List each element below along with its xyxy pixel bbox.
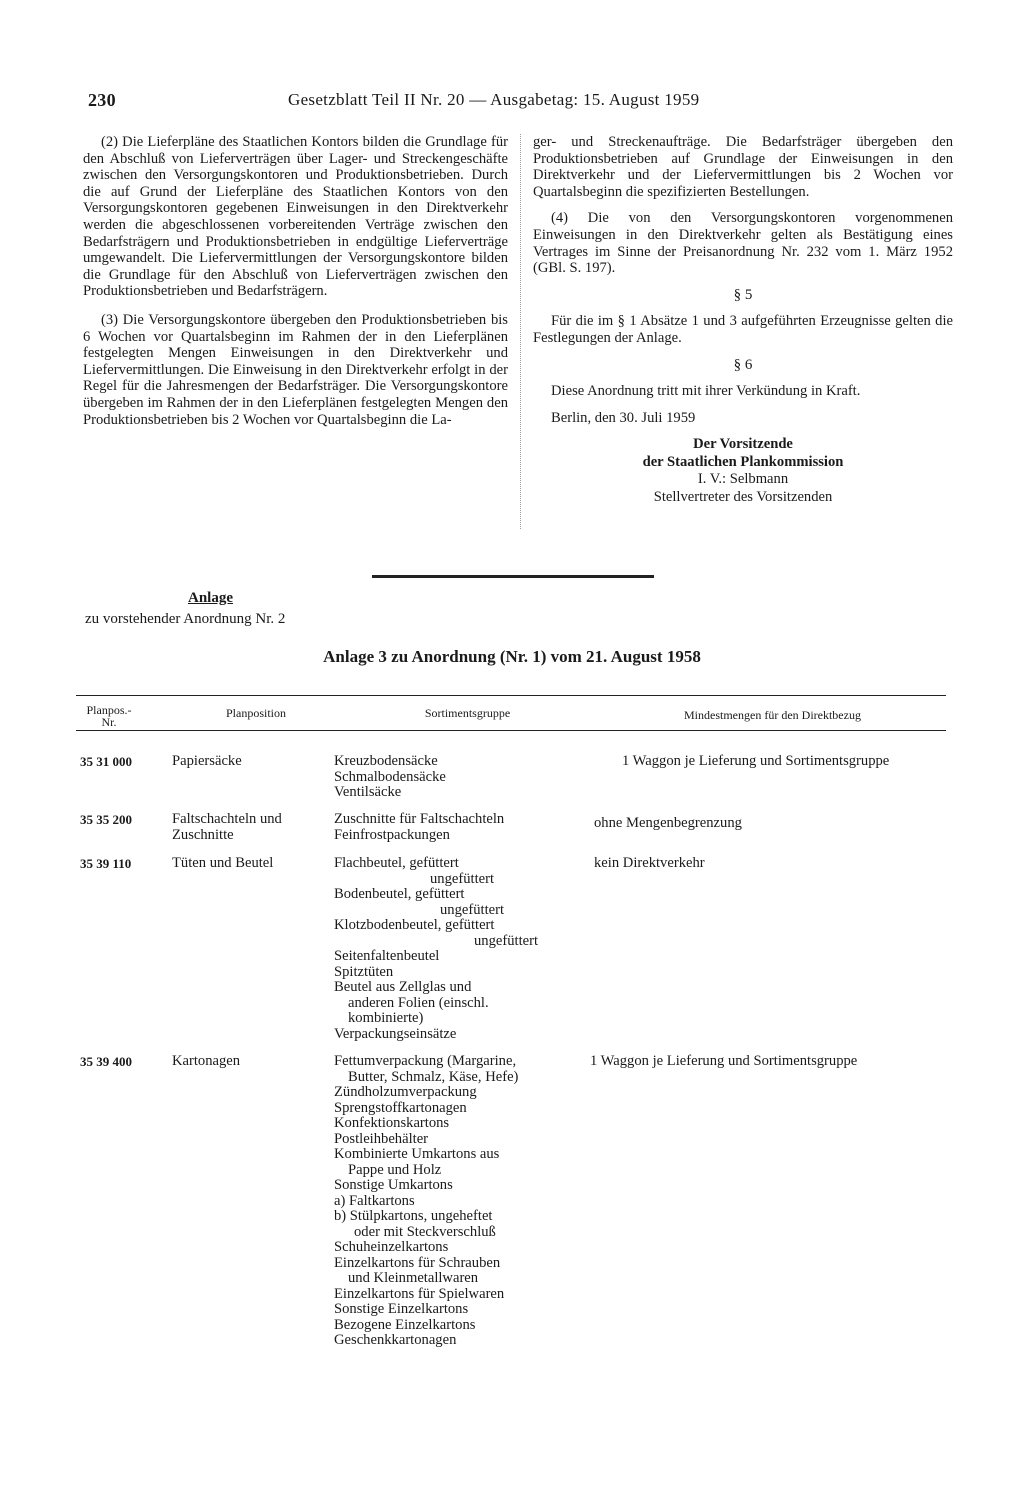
row-position: [172, 856, 322, 872]
page-header: [88, 90, 948, 111]
paragraph-2: (2) Die Lieferpläne des Staatlichen Kontors bilden die Grundlage für den Abschluß von Lieferverträgen über Lager- und Streckengeschäfte zwischen den Versorgungskontoren und Produktionsbetrieben. Durch die auf Grund der Lieferpläne des Staatlichen Kontors von den Versorgungskontoren gegebenen Einweisungen in den Direktverkehr werden die abgeschlossenen vorbereitenden Verträge zwischen den Bedarfsträgern und Produktionsbetrieben in endgültige Lieferverträge umgewandelt. Die Liefervermittlungen der Versorgungskontore bilden die Grundlage für den Abschluß von Lieferverträgen zwischen den Produktionsbetrieben und Bedarfsträgern.: [83, 134, 508, 300]
column-divider: [520, 134, 521, 529]
header-planpos-nr: [76, 704, 142, 728]
sortiment-line: b) Stülpkartons, ungeheftet: [334, 1208, 493, 1224]
header-mindestmengen: Mindestmengen für den Direktbezug: [684, 708, 861, 722]
position-line: Faltschachteln und: [172, 811, 282, 827]
section-rule: [372, 575, 654, 578]
header-sortimentsgruppe: Sortimentsgruppe: [424, 706, 511, 720]
header-planpos-line1: Planpos.-: [86, 703, 132, 717]
sortiment-line: Klotzbodenbeutel, gefüttert: [334, 917, 495, 933]
anlage-subtitle: zu vorstehender Anordnung Nr. 2: [85, 611, 286, 627]
sortiment-line: kombinierte): [348, 1010, 424, 1026]
sortiment-line: Bodenbeutel, gefüttert: [334, 886, 465, 902]
section-5-heading: § 5: [733, 286, 753, 303]
sortiment-line: Postleihbehälter: [334, 1130, 429, 1147]
signature-line-3: I. V.: Selbmann: [697, 471, 789, 488]
row-menge: kein Direktverkehr: [594, 855, 705, 871]
sortiment-line: oder mit Steckverschluß: [354, 1223, 496, 1240]
sortiment-line: Sprengstoffkartonagen: [334, 1099, 467, 1116]
row-nr: 35 39 400: [80, 1054, 132, 1069]
row-menge: ohne Mengenbegrenzung: [594, 815, 742, 831]
page-number: 230: [88, 90, 116, 110]
header-planposition: Planposition: [225, 706, 286, 720]
row-sortiment: [334, 812, 579, 843]
sortiment-line: Kreuzbodensäcke: [334, 753, 438, 769]
position-line: Zuschnitte: [172, 826, 234, 843]
position-line: Papiersäcke: [172, 753, 242, 769]
section-5-text: Für die im § 1 Absätze 1 und 3 aufgeführten Erzeugnisse gelten die Festlegungen der Anlage.: [533, 313, 953, 346]
sortiment-line: Bezogene Einzelkartons: [334, 1316, 476, 1333]
section-6-heading: § 6: [733, 356, 753, 373]
sortiment-line: Einzelkartons für Schrauben: [334, 1254, 501, 1271]
signature-line-4: Stellvertreter des Vorsitzenden: [653, 488, 833, 505]
signature-line-2: der Staatlichen Plankommission: [642, 453, 844, 470]
sortiment-line: ungefüttert: [440, 901, 505, 918]
sortiment-line: Seitenfaltenbeutel: [334, 948, 440, 964]
anlage-title: Anlage: [188, 590, 233, 606]
place-date: Berlin, den 30. Juli 1959: [551, 409, 696, 426]
paragraph-4: (4) Die von den Versorgungskontoren vorgenommenen Einweisungen in den Direktverkehr gelten als Bestätigung eines Vertrages im Sinne der Preisanordnung Nr. 232 vom 1. März 1952 (GBl. S. 197).: [533, 210, 953, 277]
row-position: [172, 1054, 322, 1070]
header-title: Gesetzblatt Teil II Nr. 20 — Ausgabetag: 15. August 1959: [288, 90, 700, 109]
table-header-rule: [76, 730, 946, 731]
sortiment-line: Sonstige Einzelkartons: [334, 1301, 469, 1317]
header-planpos-line2: Nr.: [101, 715, 117, 729]
position-line: Tüten und Beutel: [172, 855, 274, 871]
sortiment-line: Beutel aus Zellglas und: [334, 979, 472, 995]
row-position: [172, 812, 322, 843]
sortiment-line: Einzelkartons für Spielwaren: [334, 1285, 505, 1302]
sortiment-line: a) Faltkartons: [334, 1192, 415, 1209]
row-sortiment: [334, 856, 579, 1042]
sortiment-line: Zündholzumverpackung: [334, 1084, 477, 1100]
sortiment-line: Feinfrostpackungen: [334, 826, 450, 843]
sortiment-line: Ventilsäcke: [334, 784, 402, 800]
table-top-rule: [76, 695, 946, 696]
sortiment-line: ungefüttert: [474, 932, 539, 949]
left-column: [83, 134, 508, 428]
section-6-text: Diese Anordnung tritt mit ihrer Verkündung in Kraft.: [551, 383, 861, 400]
signature-line-1: Der Vorsitzende: [693, 436, 793, 453]
sortiment-line: Fettumverpackung (Margarine,: [334, 1053, 517, 1069]
sortiment-line: Schuheinzelkartons: [334, 1239, 449, 1255]
row-sortiment: [334, 1054, 579, 1349]
row-menge: 1 Waggon je Lieferung und Sortimentsgruppe: [622, 753, 890, 769]
sortiment-line: Butter, Schmalz, Käse, Hefe): [348, 1068, 519, 1085]
sortiment-line: Spitztüten: [334, 963, 394, 980]
row-menge: 1 Waggon je Lieferung und Sortimentsgruppe: [590, 1053, 858, 1069]
sortiment-line: Kombinierte Umkartons aus: [334, 1146, 500, 1162]
sortiment-line: Sonstige Umkartons: [334, 1177, 453, 1193]
sortiment-line: Verpackungseinsätze: [334, 1025, 457, 1042]
sortiment-line: Pappe und Holz: [348, 1161, 442, 1178]
sortiment-line: Geschenkkartonagen: [334, 1332, 457, 1348]
row-nr: 35 31 000: [80, 754, 132, 769]
sortiment-line: Zuschnitte für Faltschachteln: [334, 811, 505, 827]
signature-block: [533, 436, 953, 506]
sortiment-line: Flachbeutel, gefüttert: [334, 855, 459, 871]
row-position: [172, 754, 322, 770]
right-column: [533, 134, 953, 506]
paragraph-3: (3) Die Versorgungskontore übergeben den Produktionsbetrieben bis 6 Wochen vor Quartalsbeginn im Rahmen der in den Lieferplänen festgelegten Mengen Einweisungen in den Direktverkehr und Liefervermittlungen. Die Einweisung in den Direktverkehr erfolgt in der Regel für die Jahresmengen der Bedarfsträger. Die Versorgungskontore übergeben im Rahmen der in den Lieferplänen festgelegten Mengen den Produktionsbetrieben bis 2 Wochen vor Quartalsbeginn die La-: [83, 311, 508, 428]
row-nr: 35 39 110: [80, 856, 132, 871]
sortiment-line: und Kleinmetallwaren: [348, 1270, 479, 1286]
sortiment-line: anderen Folien (einschl.: [348, 994, 489, 1011]
position-line: Kartonagen: [172, 1053, 241, 1069]
sortiment-line: Schmalbodensäcke: [334, 768, 446, 785]
row-nr: 35 35 200: [80, 812, 132, 827]
row-sortiment: [334, 754, 579, 801]
sortiment-line: Konfektionskartons: [334, 1115, 450, 1131]
paragraph-3-continued: ger- und Streckenaufträge. Die Bedarfsträger übergeben den Produktionsbetrieben auf Grundlage der Einweisungen in den Direktverkehr und der Liefervermittlungen bis 2 Wochen vor Quartalsbeginn die spezifizierten Bestellungen.: [533, 134, 953, 200]
sortiment-line: ungefüttert: [430, 870, 495, 887]
table-title: Anlage 3 zu Anordnung (Nr. 1) vom 21. August 1958: [323, 647, 701, 666]
